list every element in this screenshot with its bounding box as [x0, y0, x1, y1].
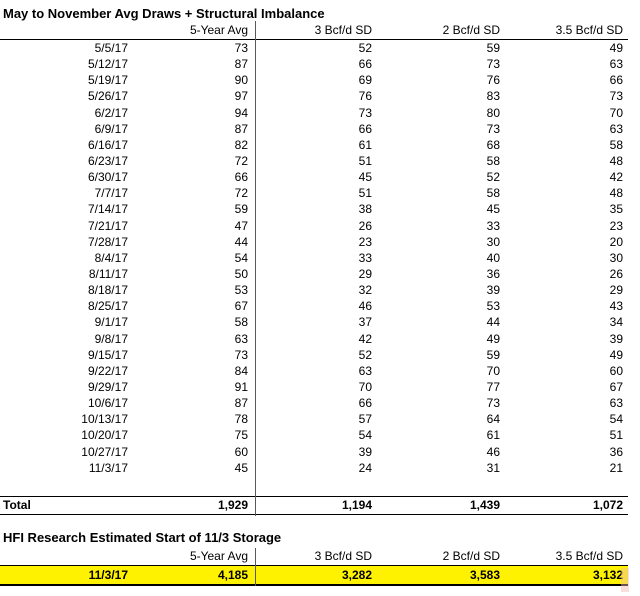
row-date: 6/30/17 [87, 170, 128, 185]
table2-header-5yr-avg: 5-Year Avg [189, 549, 248, 563]
row-3bcfd-sd-value: 29 [358, 266, 372, 281]
row-3p5bcfd-sd-value: 67 [609, 379, 623, 394]
blank-row [0, 476, 628, 497]
row-2bcfd-sd-value: 44 [486, 315, 500, 330]
row-3p5bcfd-sd-value: 60 [609, 363, 623, 378]
row-date: 8/11/17 [88, 266, 128, 281]
row-3p5bcfd-sd-value: 34 [609, 315, 623, 330]
row-5yr-avg-value: 47 [234, 218, 248, 233]
row-2bcfd-sd-value: 73 [486, 121, 500, 136]
total-3bcfd-sd: 1,194 [341, 497, 372, 512]
row-3bcfd-sd-value: 61 [358, 137, 372, 152]
row-5yr-avg-value: 78 [234, 412, 248, 427]
row-3bcfd-sd-value: 70 [358, 379, 372, 394]
table1-header-5yr-avg: 5-Year Avg [189, 23, 248, 37]
row-5yr-avg-value: 59 [234, 202, 248, 217]
column-divider-line-lower [255, 548, 256, 586]
row-date: 8/18/17 [87, 283, 128, 298]
row-3bcfd-sd-value: 42 [358, 331, 372, 346]
row-5yr-avg-value: 82 [234, 137, 248, 152]
row-2bcfd-sd-value: 59 [486, 41, 500, 55]
table-row [0, 121, 628, 137]
row-5yr-avg-value: 53 [234, 283, 248, 298]
table1-header-3bcfd-sd: 3 Bcf/d SD [314, 23, 372, 37]
row-5yr-avg-value: 87 [234, 396, 248, 411]
table-row [0, 137, 628, 153]
row-date: 5/5/17 [94, 41, 128, 55]
row-3bcfd-sd-value: 32 [358, 283, 372, 298]
row-5yr-avg-value: 45 [234, 460, 248, 475]
row-3p5bcfd-sd-value: 73 [609, 89, 623, 104]
row-3bcfd-sd-value: 69 [358, 73, 372, 88]
row-3p5bcfd-sd-value: 29 [609, 283, 623, 298]
row-date: 7/7/17 [94, 186, 128, 201]
table2-title: HFI Research Estimated Start of 11/3 Storage [3, 530, 282, 545]
row-3p5bcfd-sd-value: 23 [609, 218, 623, 233]
highlight-3bcfd-sd: 3,282 [341, 568, 372, 582]
table1-header-2bcfd-sd: 2 Bcf/d SD [442, 23, 500, 37]
row-date: 6/23/17 [87, 153, 128, 168]
row-date: 11/3/17 [88, 460, 128, 475]
table-row [0, 169, 628, 185]
row-5yr-avg-value: 66 [234, 170, 248, 185]
row-date: 9/15/17 [87, 347, 128, 362]
row-3p5bcfd-sd-value: 49 [609, 347, 623, 362]
row-3p5bcfd-sd-value: 63 [609, 57, 623, 72]
row-date: 8/4/17 [94, 250, 128, 265]
table-row [0, 444, 628, 460]
row-2bcfd-sd-value: 46 [486, 444, 500, 459]
row-3p5bcfd-sd-value: 49 [609, 41, 623, 55]
row-2bcfd-sd-value: 83 [486, 89, 500, 104]
row-3p5bcfd-sd-value: 63 [609, 121, 623, 136]
row-3p5bcfd-sd-value: 48 [609, 153, 623, 168]
row-3p5bcfd-sd-value: 43 [609, 299, 623, 314]
total-3p5bcfd-sd: 1,072 [592, 497, 623, 512]
row-2bcfd-sd-value: 49 [486, 331, 500, 346]
table2-header-3p5bcfd-sd: 3.5 Bcf/d SD [555, 549, 623, 563]
row-5yr-avg-value: 50 [234, 266, 248, 281]
row-5yr-avg-value: 73 [234, 347, 248, 362]
table-row [0, 250, 628, 266]
row-5yr-avg-value: 63 [234, 331, 248, 346]
table-row [0, 282, 628, 298]
row-3bcfd-sd-value: 23 [358, 234, 372, 249]
row-2bcfd-sd-value: 40 [486, 250, 500, 265]
row-date: 10/13/17 [81, 412, 128, 427]
row-3p5bcfd-sd-value: 63 [609, 396, 623, 411]
row-2bcfd-sd-value: 73 [486, 57, 500, 72]
row-2bcfd-sd-value: 58 [486, 153, 500, 168]
table-row [0, 56, 628, 72]
table-row [0, 185, 628, 201]
row-5yr-avg-value: 94 [234, 105, 248, 120]
table-row [0, 411, 628, 427]
row-2bcfd-sd-value: 36 [486, 266, 500, 281]
table1-header-empty [0, 21, 128, 39]
row-2bcfd-sd-value: 31 [486, 460, 500, 475]
table2-header-3bcfd-sd: 3 Bcf/d SD [314, 549, 372, 563]
row-date: 7/21/17 [87, 218, 128, 233]
table-row [0, 201, 628, 217]
row-3bcfd-sd-value: 76 [358, 89, 372, 104]
row-date: 7/14/17 [87, 202, 128, 217]
total-2bcfd-sd: 1,439 [469, 497, 500, 512]
row-2bcfd-sd-value: 59 [486, 347, 500, 362]
highlight-date: 11/3/17 [88, 568, 128, 582]
table1-header-3p5bcfd-sd: 3.5 Bcf/d SD [555, 23, 623, 37]
total-row [0, 497, 628, 515]
row-5yr-avg-value: 72 [234, 153, 248, 168]
row-3bcfd-sd-value: 52 [358, 347, 372, 362]
storage-estimate-table [0, 548, 628, 586]
row-5yr-avg-value: 44 [234, 234, 248, 249]
row-3p5bcfd-sd-value: 21 [609, 460, 623, 475]
row-2bcfd-sd-value: 45 [486, 202, 500, 217]
row-2bcfd-sd-value: 33 [486, 218, 500, 233]
row-2bcfd-sd-value: 77 [486, 379, 500, 394]
table-row [0, 88, 628, 104]
row-5yr-avg-value: 84 [234, 363, 248, 378]
row-3bcfd-sd-value: 54 [358, 428, 372, 443]
row-date: 10/20/17 [81, 428, 128, 443]
row-3p5bcfd-sd-value: 51 [609, 428, 623, 443]
table-row [0, 218, 628, 234]
row-3p5bcfd-sd-value: 70 [609, 105, 623, 120]
row-3p5bcfd-sd-value: 48 [609, 186, 623, 201]
row-3bcfd-sd-value: 46 [358, 299, 372, 314]
row-date: 9/22/17 [87, 363, 128, 378]
highlight-5yr-avg: 4,185 [217, 568, 248, 582]
row-2bcfd-sd-value: 73 [486, 396, 500, 411]
row-date: 9/29/17 [87, 379, 128, 394]
row-3bcfd-sd-value: 66 [358, 57, 372, 72]
row-5yr-avg-value: 75 [234, 428, 248, 443]
table-row [0, 427, 628, 443]
row-2bcfd-sd-value: 68 [486, 137, 500, 152]
row-5yr-avg-value: 87 [234, 121, 248, 136]
row-3bcfd-sd-value: 52 [358, 41, 372, 55]
row-3bcfd-sd-value: 33 [358, 250, 372, 265]
row-2bcfd-sd-value: 53 [486, 299, 500, 314]
table-row [0, 460, 628, 476]
row-2bcfd-sd-value: 61 [486, 428, 500, 443]
row-2bcfd-sd-value: 80 [486, 105, 500, 120]
row-5yr-avg-value: 73 [234, 41, 248, 55]
row-3bcfd-sd-value: 24 [358, 460, 372, 475]
row-3p5bcfd-sd-value: 20 [609, 234, 623, 249]
row-3bcfd-sd-value: 73 [358, 105, 372, 120]
row-2bcfd-sd-value: 58 [486, 186, 500, 201]
row-5yr-avg-value: 58 [234, 315, 248, 330]
row-3p5bcfd-sd-value: 30 [609, 250, 623, 265]
table-row [0, 40, 628, 56]
row-5yr-avg-value: 87 [234, 57, 248, 72]
row-date: 10/27/17 [81, 444, 128, 459]
table1-title: May to November Avg Draws + Structural Imbalance [3, 6, 325, 21]
table2-header-row [0, 548, 628, 566]
row-2bcfd-sd-value: 39 [486, 283, 500, 298]
total-5yr-avg: 1,929 [217, 497, 248, 512]
table-row [0, 379, 628, 395]
table-row [0, 395, 628, 411]
row-date: 6/2/17 [94, 105, 128, 120]
row-3p5bcfd-sd-value: 35 [609, 202, 623, 217]
table-row [0, 72, 628, 88]
row-3bcfd-sd-value: 66 [358, 396, 372, 411]
row-3bcfd-sd-value: 51 [358, 186, 372, 201]
table-row [0, 347, 628, 363]
row-date: 6/9/17 [94, 121, 128, 136]
row-3bcfd-sd-value: 37 [358, 315, 372, 330]
row-3p5bcfd-sd-value: 36 [609, 444, 623, 459]
table1-body [0, 40, 628, 476]
row-5yr-avg-value: 67 [234, 299, 248, 314]
row-date: 9/8/17 [94, 331, 128, 346]
table-row [0, 363, 628, 379]
row-date: 8/25/17 [87, 299, 128, 314]
highlight-row [0, 566, 628, 586]
row-2bcfd-sd-value: 30 [486, 234, 500, 249]
row-3bcfd-sd-value: 39 [358, 444, 372, 459]
table2-header-empty [0, 548, 128, 565]
table-row [0, 314, 628, 330]
row-date: 10/6/17 [87, 396, 128, 411]
row-3p5bcfd-sd-value: 58 [609, 137, 623, 152]
row-3bcfd-sd-value: 57 [358, 412, 372, 427]
row-5yr-avg-value: 90 [234, 73, 248, 88]
total-label: Total [3, 497, 31, 512]
row-2bcfd-sd-value: 76 [486, 73, 500, 88]
row-5yr-avg-value: 97 [234, 89, 248, 104]
row-5yr-avg-value: 60 [234, 444, 248, 459]
table2-header-2bcfd-sd: 2 Bcf/d SD [442, 549, 500, 563]
row-3p5bcfd-sd-value: 54 [609, 412, 623, 427]
table-row [0, 266, 628, 282]
table-row [0, 105, 628, 121]
row-2bcfd-sd-value: 70 [486, 363, 500, 378]
highlight-2bcfd-sd: 3,583 [469, 568, 500, 582]
row-3p5bcfd-sd-value: 39 [609, 331, 623, 346]
row-3bcfd-sd-value: 63 [358, 363, 372, 378]
row-3p5bcfd-sd-value: 66 [609, 73, 623, 88]
row-date: 5/12/17 [87, 57, 128, 72]
row-2bcfd-sd-value: 64 [486, 412, 500, 427]
table-row [0, 153, 628, 169]
row-3bcfd-sd-value: 45 [358, 170, 372, 185]
highlight-3p5bcfd-sd: 3,132 [592, 568, 623, 582]
table-row [0, 234, 628, 250]
row-5yr-avg-value: 91 [234, 379, 248, 394]
row-3p5bcfd-sd-value: 26 [609, 266, 623, 281]
row-5yr-avg-value: 72 [234, 186, 248, 201]
draws-table [0, 21, 628, 515]
row-3bcfd-sd-value: 51 [358, 153, 372, 168]
table-row [0, 298, 628, 314]
column-divider-line [255, 21, 256, 516]
row-date: 5/26/17 [87, 89, 128, 104]
row-3bcfd-sd-value: 26 [358, 218, 372, 233]
table-row [0, 331, 628, 347]
row-2bcfd-sd-value: 52 [486, 170, 500, 185]
row-3p5bcfd-sd-value: 42 [609, 170, 623, 185]
row-3bcfd-sd-value: 38 [358, 202, 372, 217]
row-5yr-avg-value: 54 [234, 250, 248, 265]
right-edge-artifact [621, 568, 629, 592]
row-date: 9/1/17 [94, 315, 128, 330]
row-3bcfd-sd-value: 66 [358, 121, 372, 136]
row-date: 7/28/17 [87, 234, 128, 249]
table1-header-row [0, 21, 628, 40]
row-date: 5/19/17 [87, 73, 128, 88]
row-date: 6/16/17 [87, 137, 128, 152]
